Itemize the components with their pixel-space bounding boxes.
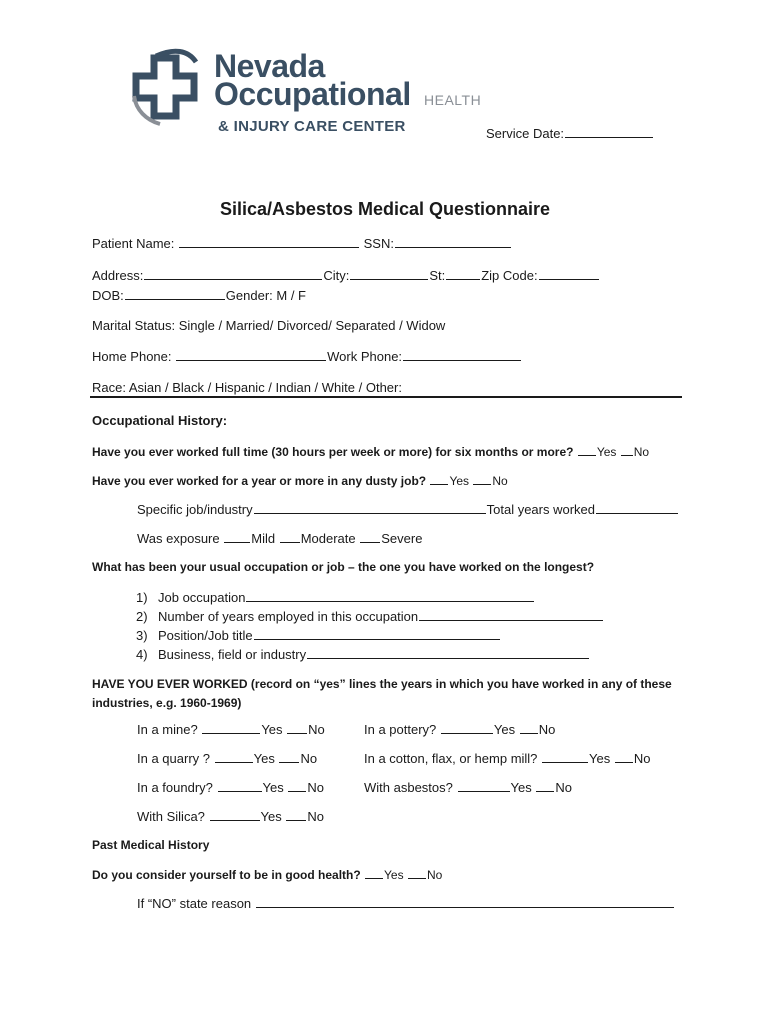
business-field-input[interactable] <box>307 647 589 659</box>
asbestos-row <box>364 780 572 795</box>
medical-cross-icon <box>126 48 206 128</box>
silica-yes-field[interactable] <box>210 809 260 821</box>
foundry-yes-field[interactable] <box>218 780 262 792</box>
exposure-moderate-field[interactable] <box>280 531 300 543</box>
if-no-label: If “NO” state reason <box>137 896 252 911</box>
specific-job-label: Specific job/industry <box>137 502 253 517</box>
yes-label: Yes <box>510 780 532 795</box>
yes-label: Yes <box>384 868 404 882</box>
dob-row <box>92 288 306 303</box>
silica-no-field[interactable] <box>286 809 306 821</box>
specific-job-row <box>137 502 679 517</box>
service-date <box>486 126 654 141</box>
yes-label: Yes <box>262 780 284 795</box>
list-number: 4) <box>136 647 148 662</box>
quarry-no-field[interactable] <box>279 751 299 763</box>
past-medical-history-heading: Past Medical History <box>92 838 210 852</box>
usual-occupation-question: What has been your usual occupation or job – the one you have worked on the longest? <box>92 560 595 574</box>
position-title-field[interactable] <box>254 628 500 640</box>
exposure-moderate-label: Moderate <box>300 531 356 546</box>
silica-label: With Silica? <box>137 809 205 824</box>
exposure-label: Was exposure <box>137 531 220 546</box>
state-field[interactable] <box>446 268 480 280</box>
no-label: No <box>307 780 324 795</box>
list-label: Job occupation <box>158 590 246 605</box>
dusty-job-question <box>92 473 508 488</box>
logo-nevada: Nevada <box>214 48 325 84</box>
years-employed-field[interactable] <box>419 609 603 621</box>
no-label: No <box>633 445 650 459</box>
logo-occupational: Occupational <box>214 76 411 112</box>
service-date-field[interactable] <box>565 126 653 138</box>
asbestos-label: With asbestos? <box>364 780 453 795</box>
mine-yes-field[interactable] <box>202 722 260 734</box>
cotton-no-field[interactable] <box>615 751 633 763</box>
no-label: No <box>492 474 508 488</box>
no-label: No <box>308 722 325 737</box>
home-phone-field[interactable] <box>176 349 326 361</box>
quarry-label: In a quarry ? <box>137 751 210 766</box>
list-number: 3) <box>136 628 148 643</box>
if-no-row <box>137 896 675 911</box>
zip-label: Zip Code: <box>481 268 538 283</box>
asbestos-no-field[interactable] <box>536 780 554 792</box>
full-time-question <box>92 444 649 459</box>
pottery-row <box>364 722 555 737</box>
exposure-severe-field[interactable] <box>360 531 380 543</box>
asbestos-yes-field[interactable] <box>458 780 510 792</box>
list-item <box>136 588 604 607</box>
marital-status[interactable]: Marital Status: Single / Married/ Divorced/ Separated / Widow <box>92 318 446 333</box>
patient-name-label: Patient Name: <box>92 236 175 251</box>
pottery-no-field[interactable] <box>520 722 538 734</box>
if-no-reason-field[interactable] <box>256 896 674 908</box>
gender-label[interactable]: Gender: M / F <box>225 288 306 303</box>
exposure-row <box>137 531 422 546</box>
quarry-yes-field[interactable] <box>215 751 253 763</box>
no-label: No <box>555 780 572 795</box>
patient-name-field[interactable] <box>179 236 359 248</box>
good-health-question <box>92 867 442 882</box>
foundry-no-field[interactable] <box>288 780 306 792</box>
full-time-yes-field[interactable] <box>578 444 596 456</box>
dusty-no-field[interactable] <box>473 473 491 485</box>
section-divider <box>90 396 682 398</box>
yes-label: Yes <box>260 809 282 824</box>
dusty-job-question-text: Have you ever worked for a year or more in any dusty job? <box>92 474 427 488</box>
list-item <box>136 626 604 645</box>
dusty-yes-field[interactable] <box>430 473 448 485</box>
exposure-mild-label: Mild <box>251 531 276 546</box>
list-label: Number of years employed in this occupation <box>158 609 419 624</box>
mine-row <box>137 722 325 737</box>
no-label: No <box>633 751 651 766</box>
address-row <box>92 268 600 283</box>
have-you-ever-worked-line2: industries, e.g. 1960-1969) <box>92 696 242 710</box>
work-phone-field[interactable] <box>403 349 521 361</box>
list-number: 1) <box>136 590 148 605</box>
specific-job-field[interactable] <box>254 502 486 514</box>
address-field[interactable] <box>144 268 322 280</box>
logo-health: HEALTH <box>424 92 482 108</box>
patient-name-row <box>92 236 512 251</box>
state-label: St: <box>429 268 446 283</box>
have-you-ever-worked-line1: HAVE YOU EVER WORKED (record on “yes” lines the years in which you have worked in any of these <box>92 677 672 691</box>
yes-label: Yes <box>449 474 470 488</box>
exposure-severe-label: Severe <box>381 531 423 546</box>
mine-label: In a mine? <box>137 722 198 737</box>
have-you-ever-worked <box>92 675 672 713</box>
no-label: No <box>300 751 318 766</box>
dob-label: DOB: <box>92 288 124 303</box>
full-time-question-text: Have you ever worked full time (30 hours per week or more) for six months or more? <box>92 445 574 459</box>
list-item <box>136 645 604 664</box>
clinic-logo <box>126 46 496 141</box>
address-label: Address: <box>92 268 144 283</box>
mine-no-field[interactable] <box>287 722 307 734</box>
cotton-yes-field[interactable] <box>542 751 588 763</box>
cotton-mill-row <box>364 751 651 766</box>
list-label: Business, field or industry <box>158 647 307 662</box>
phone-row <box>92 349 522 364</box>
no-label: No <box>426 868 443 882</box>
foundry-label: In a foundry? <box>137 780 213 795</box>
service-date-label: Service Date: <box>486 126 565 141</box>
home-phone-label: Home Phone: <box>92 349 172 364</box>
occupation-list <box>136 588 604 664</box>
list-number: 2) <box>136 609 148 624</box>
good-health-yes-field[interactable] <box>365 867 383 879</box>
zip-field[interactable] <box>539 268 599 280</box>
good-health-question-text: Do you consider yourself to be in good health? <box>92 868 361 882</box>
page-title: Silica/Asbestos Medical Questionnaire <box>219 199 551 219</box>
total-years-field[interactable] <box>596 502 678 514</box>
list-label: Position/Job title <box>158 628 253 643</box>
no-label: No <box>538 722 556 737</box>
ssn-label: SSN: <box>363 236 394 251</box>
yes-label: Yes <box>253 751 275 766</box>
city-field[interactable] <box>350 268 428 280</box>
no-label: No <box>307 809 325 824</box>
yes-label: Yes <box>261 722 283 737</box>
job-occupation-field[interactable] <box>246 590 534 602</box>
yes-label: Yes <box>493 722 516 737</box>
list-item <box>136 607 604 626</box>
total-years-label: Total years worked <box>486 502 596 517</box>
full-time-no-field[interactable] <box>621 444 633 456</box>
pottery-label: In a pottery? <box>364 722 437 737</box>
dob-field[interactable] <box>125 288 225 300</box>
yes-label: Yes <box>596 445 617 459</box>
city-label: City: <box>323 268 350 283</box>
good-health-no-field[interactable] <box>408 867 426 879</box>
race[interactable]: Race: Asian / Black / Hispanic / Indian / White / Other: <box>92 380 402 395</box>
exposure-mild-field[interactable] <box>224 531 250 543</box>
cotton-mill-label: In a cotton, flax, or hemp mill? <box>364 751 538 766</box>
quarry-row <box>137 751 317 766</box>
yes-label: Yes <box>589 751 611 766</box>
logo-injury-care: & INJURY CARE CENTER <box>218 118 406 135</box>
foundry-row <box>137 780 324 795</box>
occupational-history-heading: Occupational History: <box>92 413 228 428</box>
silica-row <box>137 809 324 824</box>
ssn-field[interactable] <box>395 236 511 248</box>
pottery-yes-field[interactable] <box>441 722 493 734</box>
work-phone-label: Work Phone: <box>327 349 403 364</box>
